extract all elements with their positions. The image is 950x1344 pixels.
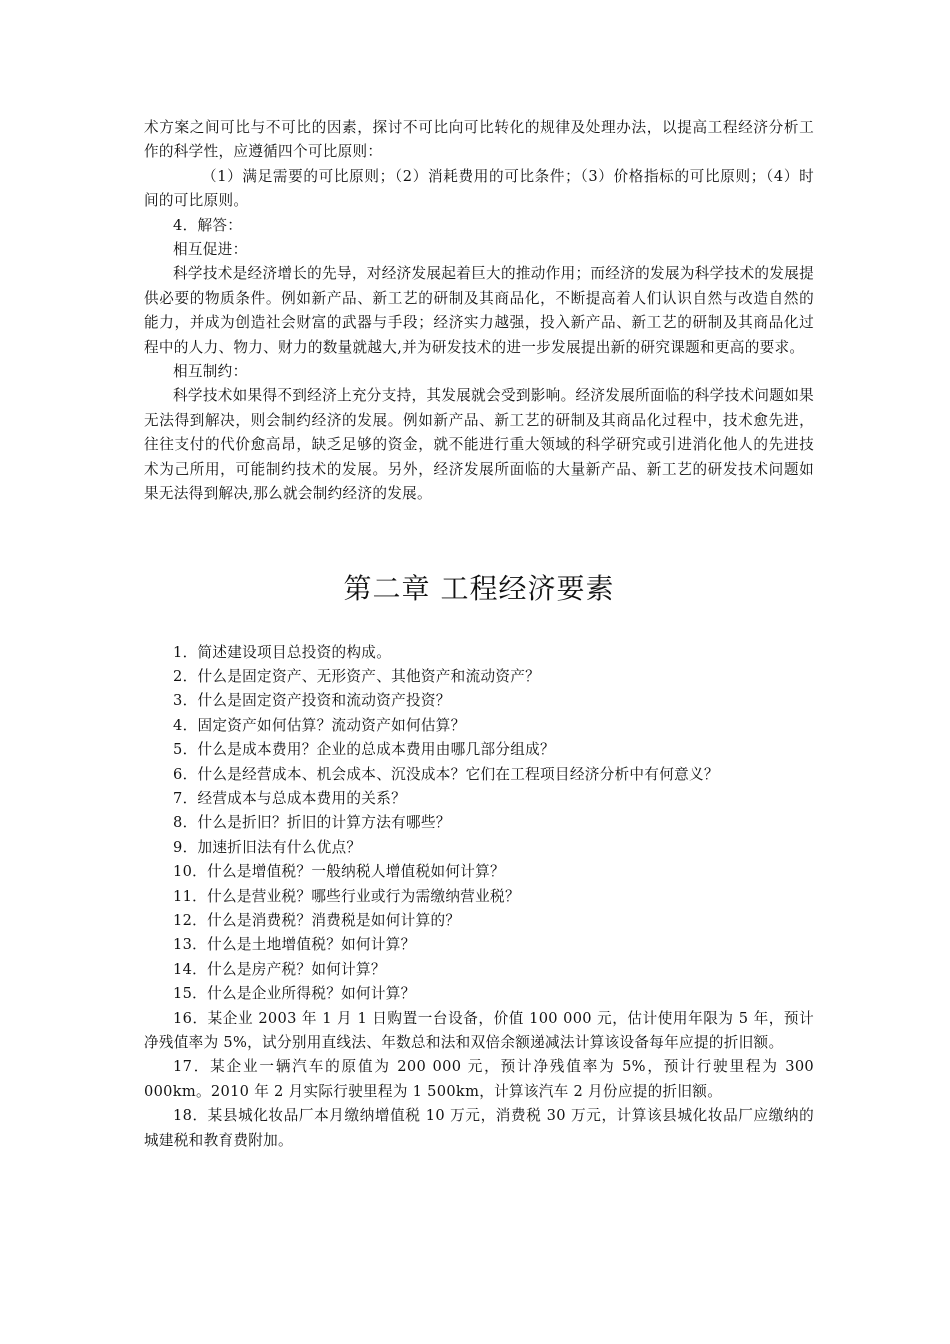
paragraph-principles: （1）满足需要的可比原则；（2）消耗费用的可比条件；（3）价格指标的可比原则；（4）时间的可比原则。 [144, 167, 814, 210]
question-item: 3．什么是固定资产投资和流动资产投资？ [173, 692, 451, 710]
question-item: 7．经营成本与总成本费用的关系？ [173, 789, 406, 807]
answer-label: 4．解答： [173, 216, 243, 234]
restrict-paragraph: 科学技术如果得不到经济上充分支持，其发展就会受到影响。经济发展所面临的科学技术问题如果无法得到解决，则会制约经济的发展。例如新产品、新工艺的研制及其商品化过程中，技术愈先进，往往支付的代价愈高昂，缺乏足够的资金，就不能进行重大领域的科学研究或引进消化他人的先进技术为己所用，可能制约技术的发展。另外，经济发展所面临的大量新产品、新工艺的研发技术问题如果无法得到解决,那么就会制约经济的发展。 [144, 387, 814, 503]
question-item: 14．什么是房产税？如何计算？ [173, 960, 386, 978]
question-item: 13．什么是土地增值税？如何计算？ [173, 936, 416, 954]
question-item: 5．什么是成本费用？企业的总成本费用由哪几部分组成？ [173, 741, 555, 759]
paragraph-comparability: 术方案之间可比与不可比的因素，探讨不可比向可比转化的规律及处理办法，以提高工程经济分析工作的科学性，应遵循四个可比原则： [144, 119, 814, 161]
chapter-title: 第二章 工程经济要素 [343, 571, 615, 605]
question-item: 6．什么是经营成本、机会成本、沉没成本？它们在工程项目经济分析中有何意义？ [173, 765, 719, 783]
chapter-heading-area [144, 507, 814, 641]
question-item: 11．什么是营业税？哪些行业或行为需缴纳营业税？ [173, 887, 520, 905]
question-list [144, 641, 814, 1154]
question-item: 18．某县城化妆品厂本月缴纳增值税 10 万元，消费税 30 万元，计算该县城化妆品厂应缴纳的城建税和教育费附加。 [144, 1107, 814, 1149]
restrict-label: 相互制约： [173, 363, 248, 381]
question-item: 9．加速折旧法有什么优点？ [173, 838, 362, 856]
question-item: 16．某企业 2003 年 1 月 1 日购置一台设备，价值 100 000 元，估计使用年限为 5 年，预计净残值率为 5%，试分别用直线法、年数总和法和双倍余额递减法计算该设备每年应提的折旧额。 [144, 1009, 814, 1051]
promote-paragraph: 科学技术是经济增长的先导，对经济发展起着巨大的推动作用；而经济的发展为科学技术的发展提供必要的物质条件。例如新产品、新工艺的研制及其商品化，不断提高着人们认识自然与改造自然的能力，并成为创造社会财富的武器与手段；经济实力越强，投入新产品、新工艺的研制及其商品化过程中的人力、物力、财力的数量就越大,并为研发技术的进一步发展提出新的研究课题和更高的要求。 [144, 265, 814, 356]
question-item: 15．什么是企业所得税？如何计算？ [173, 985, 416, 1003]
question-item: 10．什么是增值税？一般纳税人增值税如何计算？ [173, 863, 505, 881]
question-item: 17．某企业一辆汽车的原值为 200 000 元，预计净残值率为 5%，预计行驶里程为 300 000km。2010 年 2 月实际行驶里程为 1 500km，计算该汽车 2 月份应提的折旧额。 [144, 1058, 814, 1100]
question-item: 12．什么是消费税？消费税是如何计算的？ [173, 911, 461, 929]
question-item: 1．简述建设项目总投资的构成。 [173, 643, 392, 661]
promote-label: 相互促进： [173, 241, 248, 259]
question-item: 8．什么是折旧？折旧的计算方法有哪些？ [173, 814, 451, 832]
page-content [144, 116, 814, 1153]
question-item: 4．固定资产如何估算？流动资产如何估算？ [173, 716, 466, 734]
question-item: 2．什么是固定资产、无形资产、其他资产和流动资产？ [173, 667, 541, 685]
